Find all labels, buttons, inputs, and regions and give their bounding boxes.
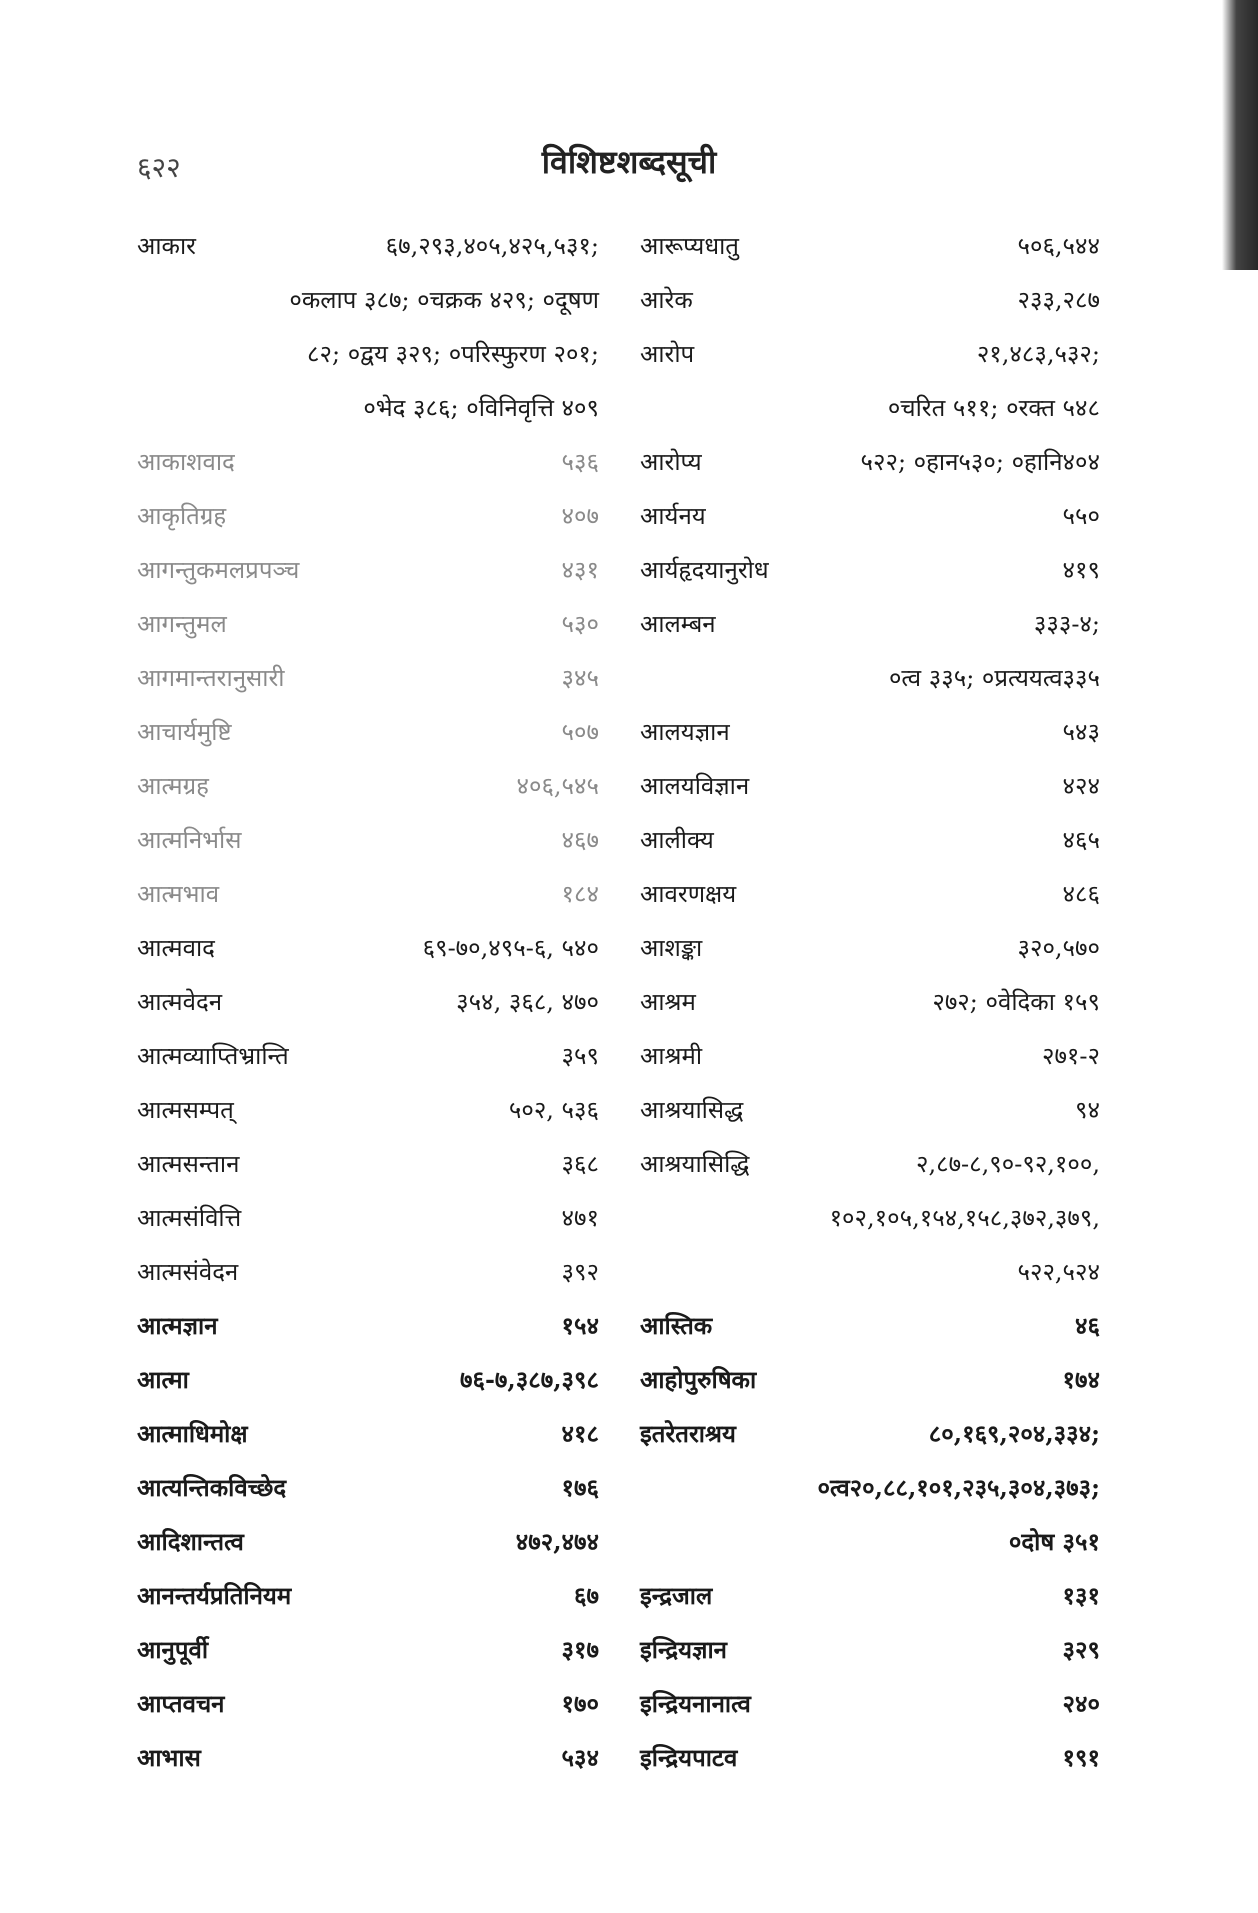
index-term: आत्मवेदन: [137, 987, 223, 1016]
index-term: आप्तवचन: [137, 1688, 225, 1718]
index-entry-row: [137, 704, 599, 758]
page-references: १३१: [1062, 1580, 1100, 1610]
page-references: ३९२: [561, 1257, 599, 1286]
page-references: ५२२; ०हान५३०; ०हानि४०४: [860, 447, 1100, 476]
index-term: आत्मसंवेदन: [137, 1257, 239, 1286]
index-term: आकाशवाद: [137, 447, 235, 476]
index-term: आचार्यमुष्टि: [137, 717, 232, 746]
page-references: ८०,१६९,२०४,३३४;: [928, 1418, 1100, 1448]
page-references: ४७२,४७४: [515, 1526, 599, 1556]
index-entry-row: [137, 1514, 599, 1568]
index-entry-row: [137, 920, 599, 974]
page-references: १७०: [561, 1688, 599, 1718]
page-references: ०त्व ३३५; ०प्रत्ययत्व३३५: [888, 663, 1100, 692]
page-references: ३२०,५७०: [1017, 933, 1100, 962]
page-references: २४०: [1062, 1688, 1100, 1718]
index-column-left: [137, 218, 599, 1784]
index-term: इन्द्रियपाटव: [640, 1742, 738, 1772]
page-references: ६७,२९३,४०५,४२५,५३१;: [385, 231, 599, 260]
page-references: ३६८: [561, 1149, 599, 1178]
index-term: आनुपूर्वी: [137, 1634, 209, 1664]
page-references: १९१: [1062, 1742, 1100, 1772]
page-references: ५०६,५४४: [1017, 231, 1100, 260]
index-entry-row: [640, 758, 1100, 812]
index-entry-row: [137, 974, 599, 1028]
index-term: आश्रमी: [640, 1041, 703, 1070]
index-term: आभास: [137, 1742, 201, 1772]
index-continuation-row: [640, 1244, 1100, 1298]
index-entry-row: [640, 974, 1100, 1028]
page-references: २,८७-८,९०-९२,१००,: [915, 1149, 1100, 1178]
index-entry-row: [137, 1730, 599, 1784]
page-references: ५०७: [561, 717, 599, 746]
index-entry-row: [137, 1406, 599, 1460]
page-references: ५०२, ५३६: [508, 1095, 599, 1124]
index-term: आत्मवाद: [137, 933, 215, 962]
index-entry-row: [137, 542, 599, 596]
index-entry-row: [137, 650, 599, 704]
page-references: ५३०: [561, 609, 599, 638]
index-term: आलम्बन: [640, 609, 716, 638]
page-references: १०२,१०५,१५४,१५८,३७२,३७९,: [829, 1203, 1100, 1232]
page-references: ४६५: [1062, 825, 1100, 854]
index-term: आश्रयासिद्ध: [640, 1095, 744, 1124]
page-references: ५५०: [1062, 501, 1100, 530]
index-term: आनन्तर्यप्रतिनियम: [137, 1580, 292, 1610]
page-references: ३५९: [561, 1041, 599, 1070]
index-entry-row: [137, 1082, 599, 1136]
page-references: ३३३-४;: [1033, 609, 1100, 638]
index-entry-row: [640, 326, 1100, 380]
index-term: आलयविज्ञान: [640, 771, 750, 800]
index-continuation-row: [640, 380, 1100, 434]
page-references: ०दोष ३५१: [1008, 1526, 1100, 1556]
index-term: आकार: [137, 231, 196, 260]
index-entry-row: [137, 1190, 599, 1244]
page-references: ०भेद ३८६; ०विनिवृत्ति ४०९: [363, 393, 599, 422]
index-entry-row: [640, 1406, 1100, 1460]
index-term: आर्यनय: [640, 501, 706, 530]
page-references: ७६-७,३८७,३९८: [460, 1364, 599, 1394]
index-entry-row: [640, 1730, 1100, 1784]
page-references: १५४: [561, 1310, 599, 1340]
index-term: आश्रम: [640, 987, 696, 1016]
page-number: ६२२: [137, 151, 181, 184]
index-entry-row: [137, 1622, 599, 1676]
index-entry-row: [640, 596, 1100, 650]
index-entry-row: [137, 1352, 599, 1406]
index-term: आत्मसम्पत्: [137, 1095, 234, 1124]
page-references: ९४: [1075, 1095, 1100, 1124]
index-term: आरोप: [640, 339, 695, 368]
index-continuation-row: [640, 1190, 1100, 1244]
index-entry-row: [137, 1028, 599, 1082]
index-term: आहोपुरुषिका: [640, 1364, 757, 1394]
index-entry-row: [640, 488, 1100, 542]
index-term: आर्यहृदयानुरोध: [640, 555, 769, 584]
page-references: १७४: [1062, 1364, 1100, 1394]
index-term: आकृतिग्रह: [137, 501, 227, 530]
page-title: विशिष्टशब्दसूची: [541, 143, 717, 181]
index-term: आत्मसन्तान: [137, 1149, 240, 1178]
page-references: ४७१: [561, 1203, 599, 1232]
page-references: ३२९: [1062, 1634, 1100, 1664]
index-entry-row: [640, 434, 1100, 488]
index-term: आलीक्य: [640, 825, 714, 854]
scan-edge-mark: [1222, 0, 1258, 270]
index-continuation-row: [137, 380, 599, 434]
page-references: ४२४: [1062, 771, 1100, 800]
page-references: १८४: [561, 879, 599, 908]
index-entry-row: [640, 866, 1100, 920]
index-entry-row: [640, 218, 1100, 272]
page-references: ४३१: [561, 555, 599, 584]
index-term: आगन्तुमल: [137, 609, 227, 638]
index-term: आदिशान्तत्व: [137, 1526, 244, 1556]
page-references: १७६: [561, 1472, 599, 1502]
page-references: ६९-७०,४९५-६, ५४०: [422, 933, 599, 962]
index-entry-row: [137, 758, 599, 812]
index-entry-row: [640, 704, 1100, 758]
index-entry-row: [640, 1622, 1100, 1676]
index-term: इतरेतराश्रय: [640, 1418, 736, 1448]
index-entry-row: [137, 596, 599, 650]
index-entry-row: [137, 812, 599, 866]
index-term: आत्मसंवित्ति: [137, 1203, 242, 1232]
index-continuation-row: [640, 1514, 1100, 1568]
index-term: आत्मग्रह: [137, 771, 209, 800]
index-entry-row: [137, 1244, 599, 1298]
index-entry-row: [640, 542, 1100, 596]
index-entry-row: [137, 1298, 599, 1352]
page-references: ५२२,५२४: [1017, 1257, 1100, 1286]
page-references: ४६: [1075, 1310, 1100, 1340]
page-references: ४०७: [561, 501, 599, 530]
index-entry-row: [640, 920, 1100, 974]
index-term: आशङ्का: [640, 933, 703, 962]
page-references: २७१-२: [1041, 1041, 1100, 1070]
page-references: ४१९: [1062, 555, 1100, 584]
index-continuation-row: [137, 326, 599, 380]
index-term: आरेक: [640, 285, 693, 314]
index-entry-row: [640, 1352, 1100, 1406]
index-term: आत्मज्ञान: [137, 1310, 218, 1340]
index-term: आवरणक्षय: [640, 879, 737, 908]
page-references: २१,४८३,५३२;: [976, 339, 1100, 368]
index-term: इन्द्रजाल: [640, 1580, 713, 1610]
page-references: ६७: [574, 1580, 599, 1610]
index-entry-row: [640, 1082, 1100, 1136]
page-references: ५३४: [561, 1742, 599, 1772]
index-term: आरोप्य: [640, 447, 702, 476]
index-term: आत्मभाव: [137, 879, 220, 908]
page-references: ३५४, ३६८, ४७०: [456, 987, 599, 1016]
page-references: ०चरित ५११; ०रक्त ५४८: [887, 393, 1100, 422]
index-continuation-row: [640, 1460, 1100, 1514]
page-references: ५४३: [1062, 717, 1100, 746]
index-entry-row: [137, 1568, 599, 1622]
index-entry-row: [640, 272, 1100, 326]
page-references: ०कलाप ३८७; ०चक्रक ४२९; ०दूषण: [289, 285, 599, 314]
index-entry-row: [137, 434, 599, 488]
index-term: आगमान्तरानुसारी: [137, 663, 285, 692]
index-term: आत्माधिमोक्ष: [137, 1418, 248, 1448]
index-entry-row: [137, 1460, 599, 1514]
index-entry-row: [137, 488, 599, 542]
page-references: २३३,२८७: [1017, 285, 1100, 314]
index-entry-row: [640, 1676, 1100, 1730]
index-term: इन्द्रियज्ञान: [640, 1634, 727, 1664]
index-entry-row: [137, 866, 599, 920]
index-term: आरूप्यधातु: [640, 231, 739, 260]
index-entry-row: [137, 1136, 599, 1190]
page-references: ४०६,५४५: [516, 771, 599, 800]
index-continuation-row: [137, 272, 599, 326]
index-entry-row: [137, 218, 599, 272]
index-term: आत्यन्तिकविच्छेद: [137, 1472, 287, 1502]
index-column-right: [640, 218, 1100, 1784]
index-entry-row: [640, 1568, 1100, 1622]
index-term: आस्तिक: [640, 1310, 713, 1340]
page-references: ४८६: [1062, 879, 1100, 908]
index-term: आलयज्ञान: [640, 717, 730, 746]
page-references: ०त्व२०,८८,१०१,२३५,३०४,३७३;: [817, 1472, 1100, 1502]
page-references: ४१८: [561, 1418, 599, 1448]
index-term: आत्मा: [137, 1364, 189, 1394]
page-references: ४६७: [561, 825, 599, 854]
page-references: ८२; ०द्वय ३२९; ०परिस्फुरण २०१;: [307, 339, 599, 368]
page-references: २७२; ०वेदिका १५९: [932, 987, 1100, 1016]
index-entry-row: [640, 1298, 1100, 1352]
index-continuation-row: [640, 650, 1100, 704]
index-term: इन्द्रियनानात्व: [640, 1688, 751, 1718]
index-term: आत्मनिर्भास: [137, 825, 242, 854]
index-entry-row: [640, 1136, 1100, 1190]
page-references: ३४५: [561, 663, 599, 692]
page-references: ५३६: [561, 447, 599, 476]
index-term: आश्रयासिद्धि: [640, 1149, 750, 1178]
index-entry-row: [640, 1028, 1100, 1082]
index-entry-row: [137, 1676, 599, 1730]
page-references: ३१७: [561, 1634, 599, 1664]
index-term: आत्मव्याप्तिभ्रान्ति: [137, 1041, 289, 1070]
index-term: आगन्तुकमलप्रपञ्च: [137, 555, 300, 584]
index-entry-row: [640, 812, 1100, 866]
